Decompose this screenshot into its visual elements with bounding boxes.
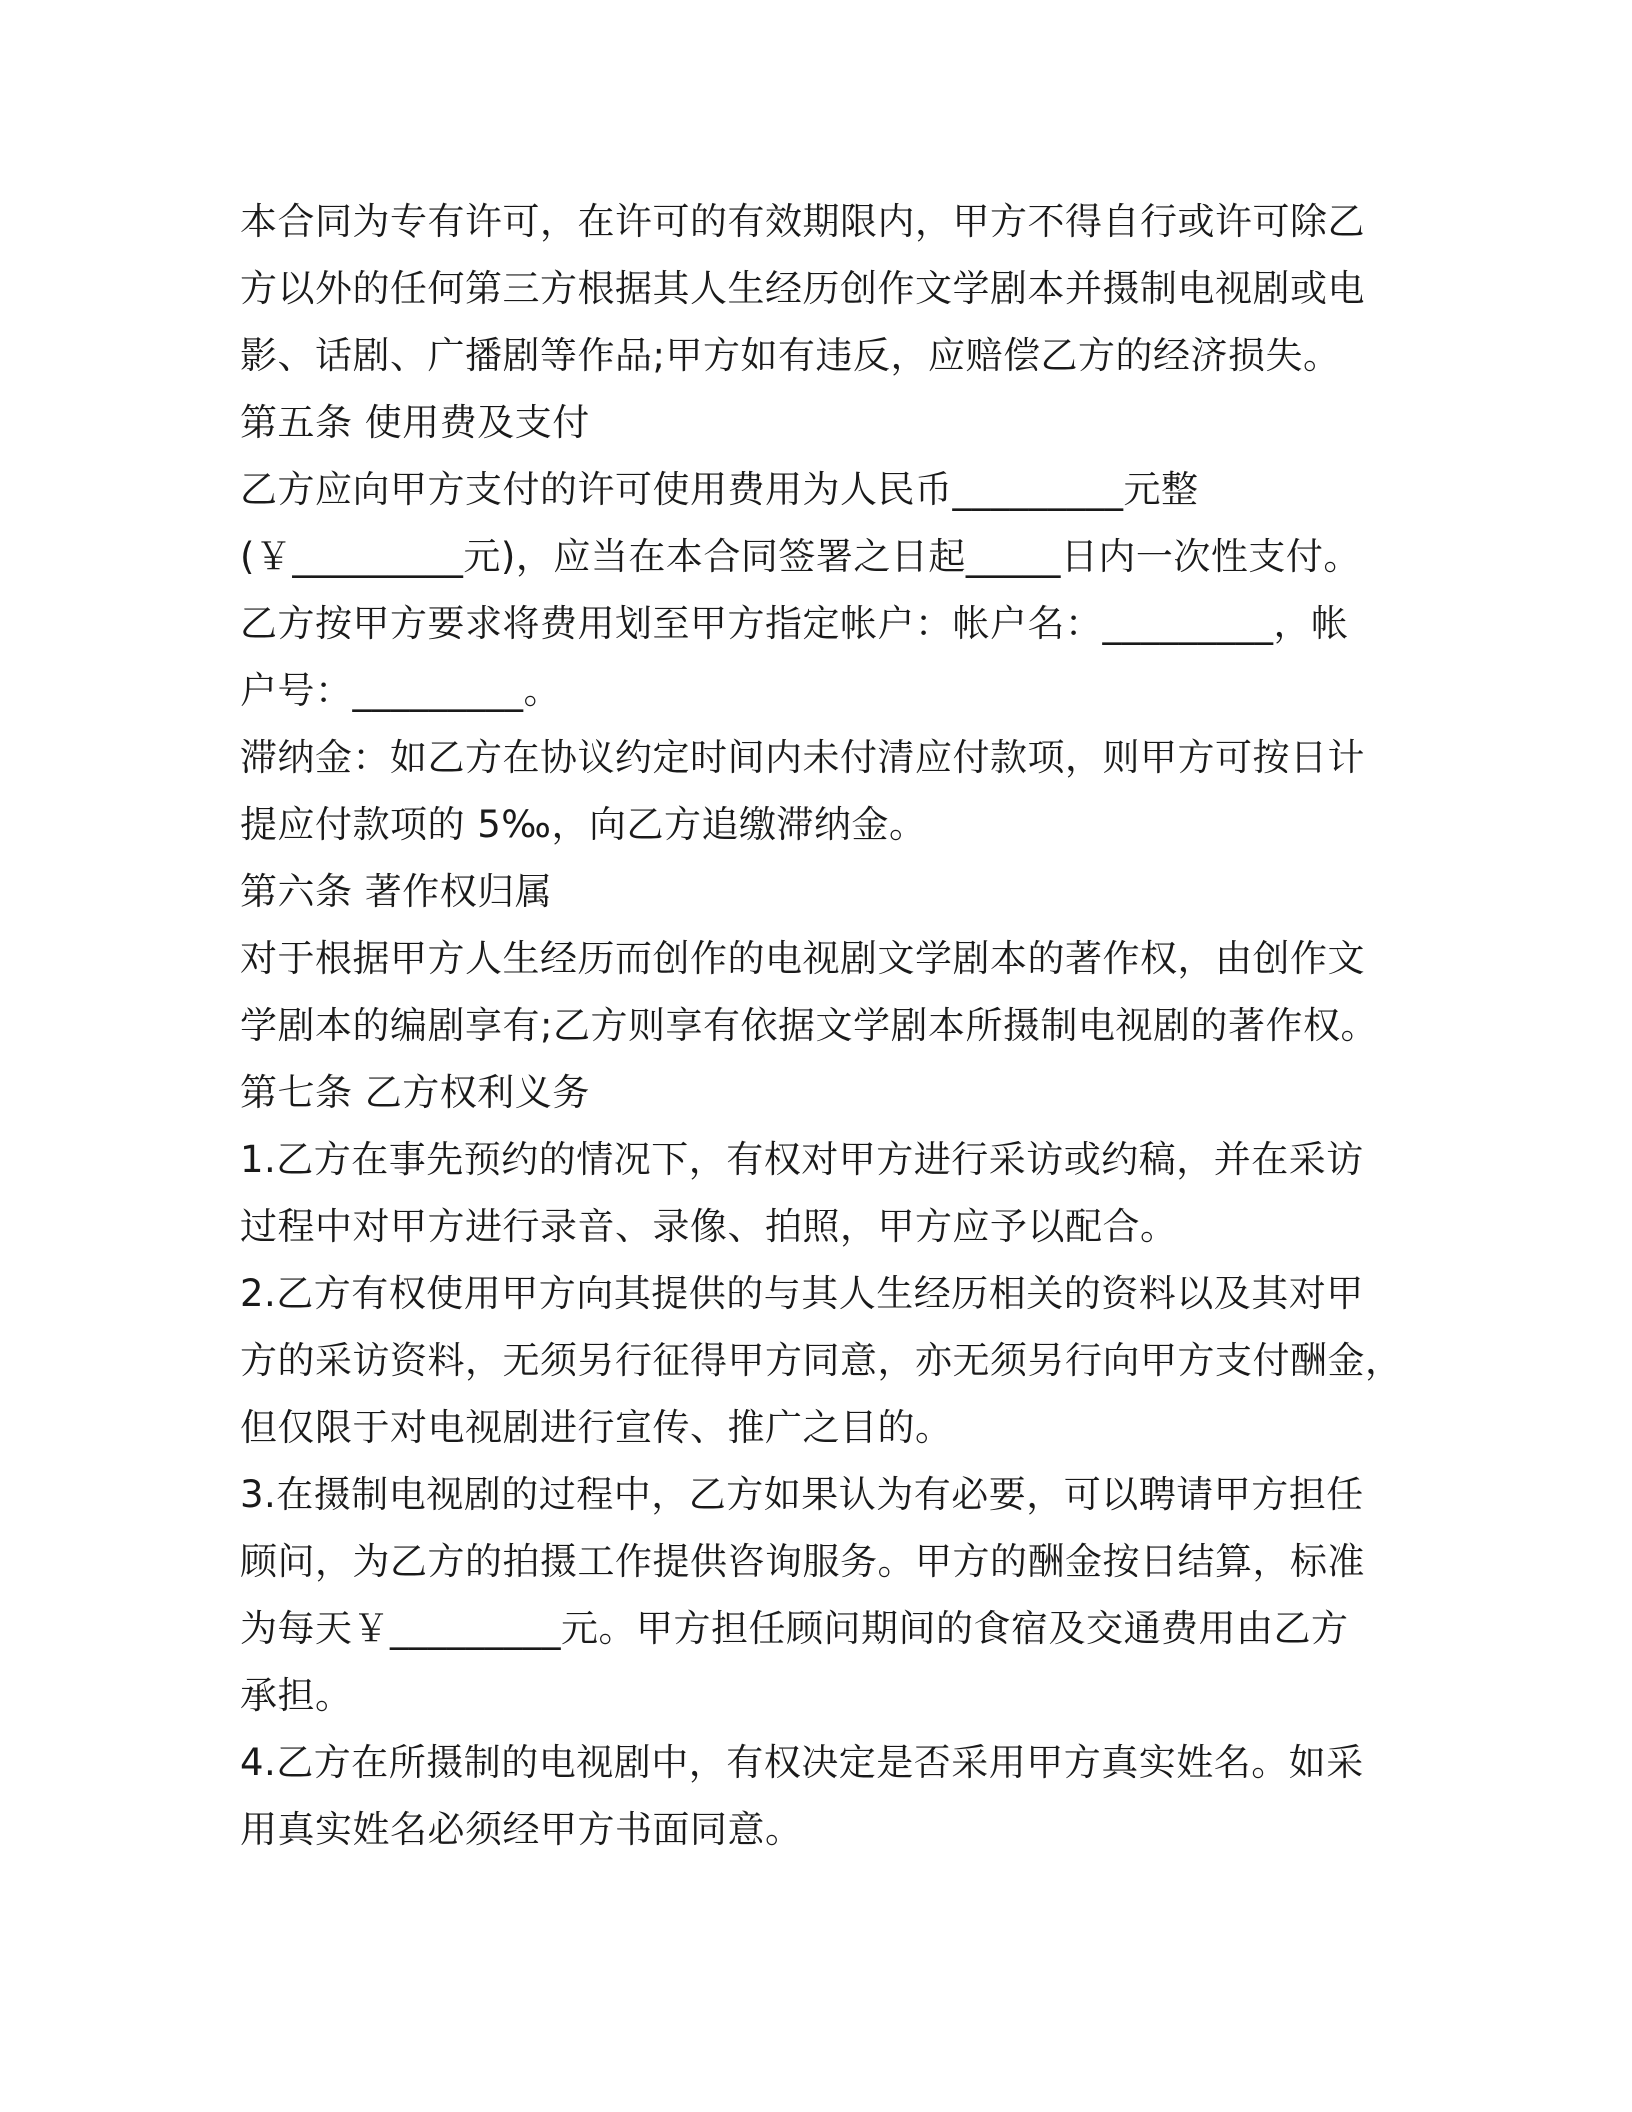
text-line: 用真实姓名必须经甲方书面同意。	[240, 1808, 803, 1851]
text-line: 但仅限于对电视剧进行宣传、推广之目的。	[240, 1406, 953, 1449]
text-line: 承担。	[240, 1674, 353, 1717]
text-line: 方以外的任何第三方根据其人生经历创作文学剧本并摄制电视剧或电	[240, 267, 1365, 310]
text-line: 影、话剧、广播剧等作品;甲方如有违反，应赔偿乙方的经济损失。	[240, 334, 1341, 377]
text-line: 过程中对甲方进行录音、录像、拍照，甲方应予以配合。	[240, 1205, 1178, 1248]
section-heading: 第六条 著作权归属	[240, 870, 553, 913]
text-line: 对于根据甲方人生经历而创作的电视剧文学剧本的著作权，由创作文	[240, 937, 1365, 980]
text-line: (￥_________元)，应当在本合同签署之日起_____日内一次性支付。	[240, 535, 1361, 578]
text-line: 4.乙方在所摄制的电视剧中，有权决定是否采用甲方真实姓名。如采	[240, 1741, 1364, 1784]
text-line: 本合同为专有许可，在许可的有效期限内，甲方不得自行或许可除乙	[240, 200, 1365, 243]
text-line: 2.乙方有权使用甲方向其提供的与其人生经历相关的资料以及其对甲	[240, 1272, 1364, 1315]
text-line: 为每天￥_________元。甲方担任顾问期间的食宿及交通费用由乙方	[240, 1607, 1349, 1650]
text-line: 乙方应向甲方支付的许可使用费用为人民币_________元整	[240, 468, 1199, 511]
text-line: 1.乙方在事先预约的情况下，有权对甲方进行采访或约稿，并在采访	[240, 1138, 1364, 1181]
text-line: 滞纳金：如乙方在协议约定时间内未付清应付款项，则甲方可按日计	[240, 736, 1365, 779]
text-line: 户号：_________。	[240, 669, 561, 712]
section-heading: 第五条 使用费及支付	[240, 401, 590, 444]
text-line: 顾问，为乙方的拍摄工作提供咨询服务。甲方的酬金按日结算，标准	[240, 1540, 1365, 1583]
text-line: 3.在摄制电视剧的过程中，乙方如果认为有必要，可以聘请甲方担任	[240, 1473, 1364, 1516]
text-line: 学剧本的编剧享有;乙方则享有依据文学剧本所摄制电视剧的著作权。	[240, 1004, 1378, 1047]
section-heading: 第七条 乙方权利义务	[240, 1071, 590, 1114]
document-body	[240, 188, 1403, 1863]
text-line: 提应付款项的 5‰，向乙方追缴滞纳金。	[240, 803, 927, 846]
text-line: 方的采访资料，无须另行征得甲方同意，亦无须另行向甲方支付酬金，	[240, 1339, 1403, 1382]
text-line: 乙方按甲方要求将费用划至甲方指定帐户：帐户名：_________，帐	[240, 602, 1349, 645]
